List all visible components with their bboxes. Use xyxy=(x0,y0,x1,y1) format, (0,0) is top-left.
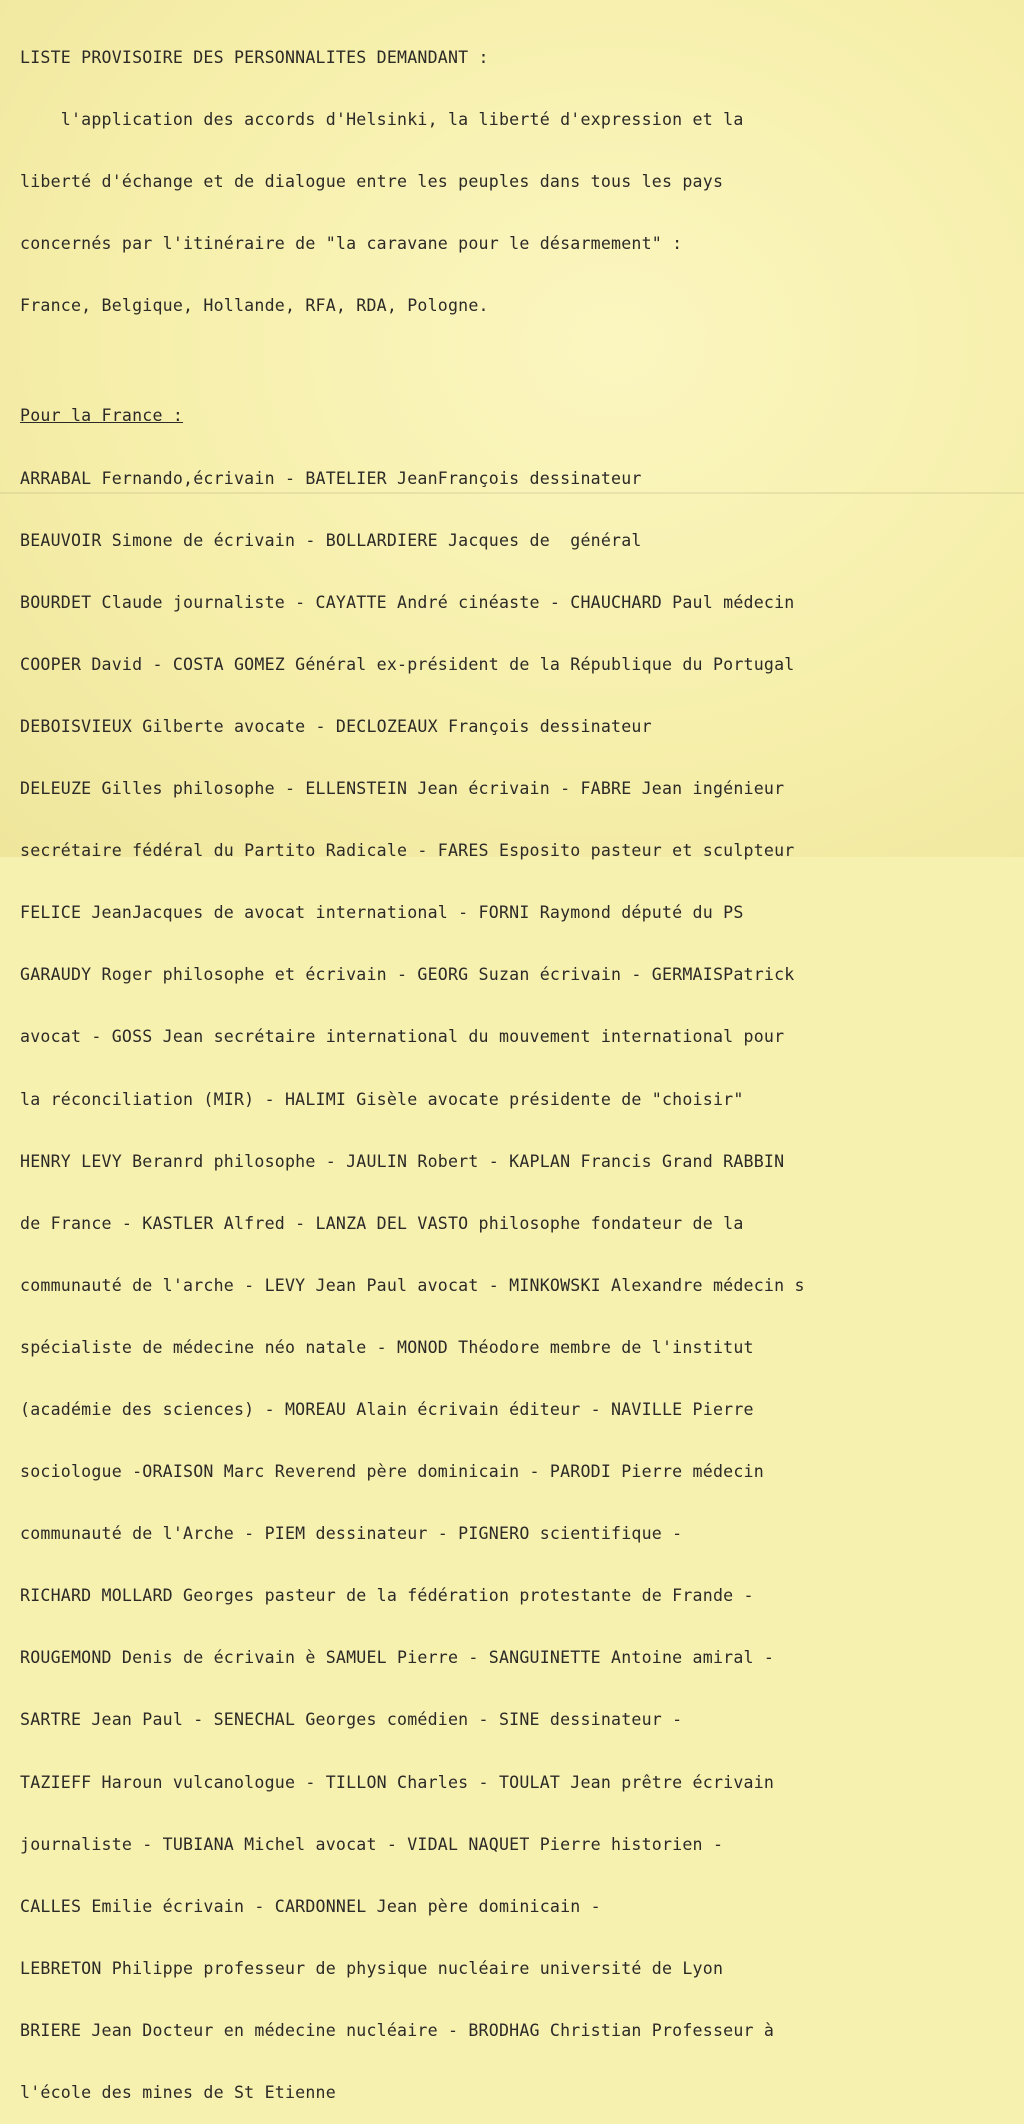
list-line: GARAUDY Roger philosophe et écrivain - GEORG Suzan écrivain - GERMAISPatrick xyxy=(20,965,795,985)
intro-line: l'application des accords d'Helsinki, la liberté d'expression et la xyxy=(20,110,744,130)
intro-line: concernés par l'itinéraire de "la caravane pour le désarmement" : xyxy=(20,234,683,254)
list-line: sociologue -ORAISON Marc Reverend père dominicain - PARODI Pierre médecin xyxy=(20,1462,764,1482)
list-line: communauté de l'Arche - PIEM dessinateur - PIGNERO scientifique - xyxy=(20,1524,683,1544)
list-line: de France - KASTLER Alfred - LANZA DEL VASTO philosophe fondateur de la xyxy=(20,1213,744,1233)
list-line: secrétaire fédéral du Partito Radicale - FARES Esposito pasteur et sculpteur xyxy=(20,841,795,861)
list-line: communauté de l'arche - LEVY Jean Paul avocat - MINKOWSKI Alexandre médecin s xyxy=(20,1275,805,1295)
list-line: (académie des sciences) - MOREAU Alain écrivain éditeur - NAVILLE Pierre xyxy=(20,1399,754,1419)
list-line: spécialiste de médecine néo natale - MONOD Théodore membre de l'institut xyxy=(20,1337,754,1357)
section-heading xyxy=(20,404,1015,428)
intro-line: liberté d'échange et de dialogue entre les peuples dans tous les pays xyxy=(20,172,724,192)
list-line: HENRY LEVY Beranrd philosophe - JAULIN Robert - KAPLAN Francis Grand RABBIN xyxy=(20,1151,785,1171)
list-line: SARTRE Jean Paul - SENECHAL Georges comédien - SINE dessinateur - xyxy=(20,1710,683,1730)
section-heading-text: Pour la France : xyxy=(20,406,184,426)
list-line: TAZIEFF Haroun vulcanologue - TILLON Charles - TOULAT Jean prêtre écrivain xyxy=(20,1772,775,1792)
document-title: LISTE PROVISOIRE DES PERSONNALITES DEMANDANT : xyxy=(20,48,489,67)
list-line: l'école des mines de St Etienne xyxy=(20,2083,336,2102)
list-line: avocat - GOSS Jean secrétaire international du mouvement international pour xyxy=(20,1027,785,1047)
list-line: RICHARD MOLLARD Georges pasteur de la fédération protestante de Frande - xyxy=(20,1586,754,1606)
list-line: ARRABAL Fernando,écrivain - BATELIER JeanFrançois dessinateur xyxy=(20,468,642,488)
list-line: DELEUZE Gilles philosophe - ELLENSTEIN Jean écrivain - FABRE Jean ingénieur xyxy=(20,779,785,799)
typed-document xyxy=(20,8,1015,2124)
list-line: ROUGEMOND Denis de écrivain è SAMUEL Pierre - SANGUINETTE Antoine amiral - xyxy=(20,1648,775,1668)
list-line: la réconciliation (MIR) - HALIMI Gisèle avocate présidente de "choisir" xyxy=(20,1089,744,1109)
list-line: BRIERE Jean Docteur en médecine nucléaire - BRODHAG Christian Professeur à xyxy=(20,2020,775,2040)
spacer xyxy=(20,356,1015,366)
list-line: BEAUVOIR Simone de écrivain - BOLLARDIERE Jacques de général xyxy=(20,530,642,550)
intro-line: France, Belgique, Hollande, RFA, RDA, Pologne. xyxy=(20,296,489,316)
list-line: LEBRETON Philippe professeur de physique nucléaire université de Lyon xyxy=(20,1958,724,1978)
list-line: FELICE JeanJacques de avocat international - FORNI Raymond député du PS xyxy=(20,903,744,923)
list-line: COOPER David - COSTA GOMEZ Général ex-président de la République du Portugal xyxy=(20,654,795,674)
list-line: journaliste - TUBIANA Michel avocat - VIDAL NAQUET Pierre historien - xyxy=(20,1834,724,1854)
list-line: DEBOISVIEUX Gilberte avocate - DECLOZEAUX François dessinateur xyxy=(20,716,652,736)
list-line: BOURDET Claude journaliste - CAYATTE André cinéaste - CHAUCHARD Paul médecin xyxy=(20,592,795,612)
list-line: CALLES Emilie écrivain - CARDONNEL Jean père dominicain - xyxy=(20,1896,601,1916)
